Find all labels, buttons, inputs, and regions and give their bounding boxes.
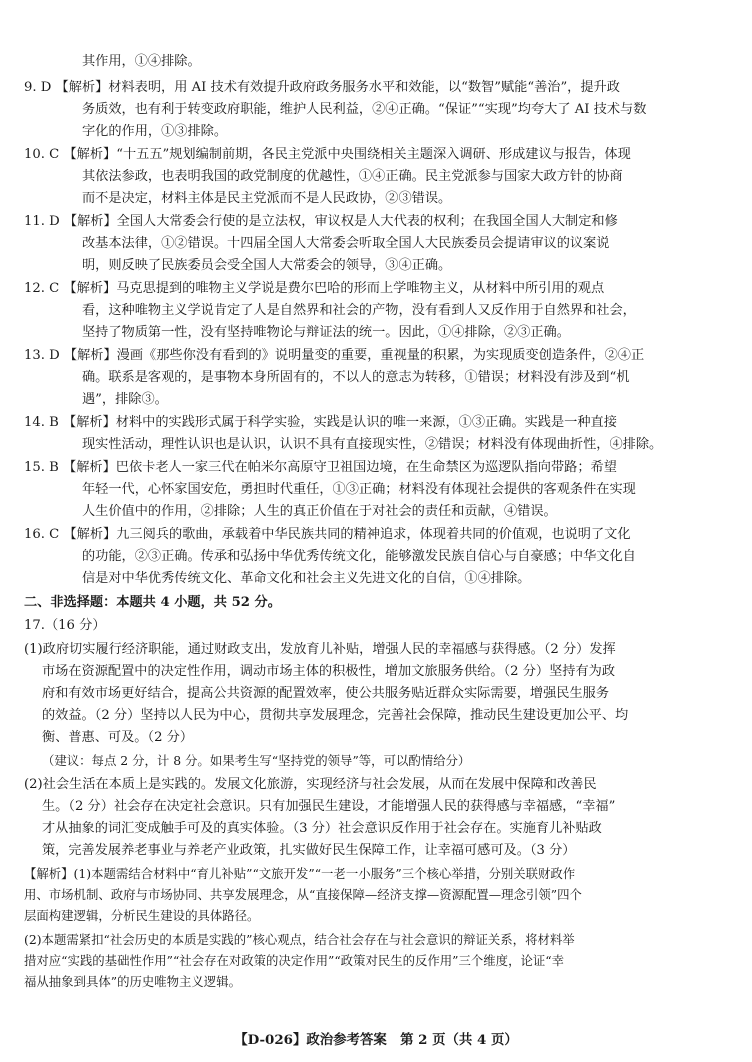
text-line: 府和有效市场更好结合，提高公共资源的配置效率，使公共服务贴近群众实际需要，增强民生服务 bbox=[42, 686, 610, 701]
text-line: 层面构建逻辑，分析民生建设的具体路径。 bbox=[24, 908, 260, 923]
text-line: 11. D 【解析】全国人大常委会行使的是立法权，审议权是人大代表的权利；在我国全国人大制定和修 bbox=[24, 214, 618, 229]
text-line: 务质效，也有利于转变政府职能，维护人民利益，②④正确。“保证”“实现”均夸大了 AI 技术与数 bbox=[82, 102, 647, 117]
text-line: 才从抽象的词汇变成触手可及的真实体验。（3 分）社会意识反作用于社会存在。实施育儿补贴政 bbox=[42, 821, 602, 836]
text-line: 13. D 【解析】漫画《那些你没有看到的》说明量变的重要，重视量的积累，为实现质变创造条件，②④正 bbox=[24, 348, 645, 363]
text-line: 生。（2 分）社会存在决定社会意识。只有加强民生建设，才能增强人民的获得感与幸福感，“幸福” bbox=[42, 799, 616, 814]
text-line: 确。联系是客观的，是事物本身所固有的，不以人的意志为转移，①错误；材料没有涉及到“机 bbox=[82, 370, 630, 385]
text-line: 市场在资源配置中的决定性作用，调动市场主体的积极性，增加文旅服务供给。（2 分）坚持有为政 bbox=[42, 664, 616, 679]
text-line: 措对应“实践的基础性作用”“社会存在对政策的决定作用”“政策对民生的反作用”三个维度，论证“幸 bbox=[24, 953, 564, 968]
text-line: 10. C 【解析】“十五五”规划编制前期，各民主党派中央围绕相关主题深入调研、形成建议与报告，体现 bbox=[24, 147, 631, 162]
text-line: (2)社会生活在本质上是实践的。发展文化旅游，实现经济与社会发展，从而在发展中保障和改善民 bbox=[24, 777, 597, 792]
text-line: 坚持了物质第一性，没有坚持唯物论与辩证法的统一。因此，①④排除，②③正确。 bbox=[82, 325, 570, 340]
text-line: 17.（16 分） bbox=[24, 618, 106, 633]
text-line: 遇”，排除③。 bbox=[82, 392, 168, 407]
text-line: 15. B 【解析】巴依卡老人一家三代在帕米尔高原守卫祖国边境，在生命禁区为巡逻队指向带路；希望 bbox=[24, 460, 617, 475]
text-line: 年轻一代，心怀家国安危，勇担时代重任，①③正确；材料没有体现社会提供的客观条件在实现 bbox=[82, 482, 636, 497]
text-line: 改基本法律，①②错误。十四届全国人大常委会听取全国人大民族委员会提请审议的议案说 bbox=[82, 236, 610, 251]
text-line: 衡、普惠、可及。（2 分） bbox=[42, 730, 194, 745]
text-line: 14. B 【解析】材料中的实践形式属于科学实验，实践是认识的唯一来源，①③正确。实践是一种直接 bbox=[24, 415, 617, 430]
text-line: 人生价值中的作用，②排除；人生的真正价值在于对社会的责任和贡献，④错误。 bbox=[82, 504, 557, 519]
text-line: 二、非选择题：本题共 4 小题，共 52 分。 bbox=[24, 595, 281, 610]
text-line: 【解析】(1)本题需结合材料中“育儿补贴”“文旅开发”“一老一小服务”三个核心举措，分别关联财政作 bbox=[24, 866, 576, 881]
text-line: 字化的作用，①③排除。 bbox=[82, 124, 228, 139]
text-line: 策，完善发展养老事业与养老产业政策，扎实做好民生保障工作，让幸福可感可及。（3 分） bbox=[42, 843, 576, 858]
text-line: 现实性活动，理性认识也是认识，认识不具有直接现实性，②错误；材料没有体现曲折性，④排除。 bbox=[82, 437, 663, 452]
text-line: (1)政府切实履行经济职能，通过财政支出，发放育儿补贴，增强人民的幸福感与获得感。（2 分）发挥 bbox=[24, 642, 616, 657]
text-line: 信是对中华优秀传统文化、革命文化和社会主义先进文化的自信，①④排除。 bbox=[82, 571, 531, 586]
text-line: 12. C 【解析】马克思提到的唯物主义学说是费尔巴哈的形而上学唯物主义，从材料中所引用的观点 bbox=[24, 281, 605, 296]
text-line: 的效益。（2 分）坚持以人民为中心，贯彻共享发展理念，完善社会保障，推动民生建设更加公平、均 bbox=[42, 708, 629, 723]
text-line: 福从抽象到具体”的历史唯物主义逻辑。 bbox=[24, 974, 241, 989]
text-line: 看，这种唯物主义学说肯定了人是自然界和社会的产物，没有看到人又反作用于自然界和社会， bbox=[82, 303, 636, 318]
text-line: 明，则反映了民族委员会受全国人大常委会的领导，③④正确。 bbox=[82, 258, 452, 273]
text-line: 16. C 【解析】九三阅兵的歌曲，承载着中华民族共同的精神追求，体现着共同的价值观，也说明了文化 bbox=[24, 527, 631, 542]
text-line: (2)本题需紧扣“社会历史的本质是实践的”核心观点，结合社会存在与社会意识的辩证关系，将材料举 bbox=[24, 932, 575, 947]
text-line: 其依法参政，也表明我国的政党制度的优越性，①④正确。民主党派参与国家大政方针的协商 bbox=[82, 169, 623, 184]
text-line: 用、市场机制、政府与市场协同、共享发展理念，从“直接保障—经济支撑—资源配置—理念引领”四个 bbox=[24, 887, 582, 902]
text-line: （建议：每点 2 分，计 8 分。如果考生写“坚持党的领导”等，可以酌情给分） bbox=[42, 753, 471, 768]
text-line: 而不是决定，材料主体是民主党派而不是人民政协，②③错误。 bbox=[82, 191, 452, 206]
text-line: 的功能，②③正确。传承和弘扬中华优秀传统文化，能够激发民族自信心与自豪感；中华文化自 bbox=[82, 549, 636, 564]
text-line: 9. D 【解析】材料表明，用 AI 技术有效提升政府政务服务水平和效能，以“数智”赋能“善治”，提升政 bbox=[24, 80, 620, 95]
text-line: 其作用，①④排除。 bbox=[82, 54, 201, 69]
page-footer: 【D-026】政治参考答案 第 2 页（共 4 页） bbox=[234, 1032, 518, 1048]
